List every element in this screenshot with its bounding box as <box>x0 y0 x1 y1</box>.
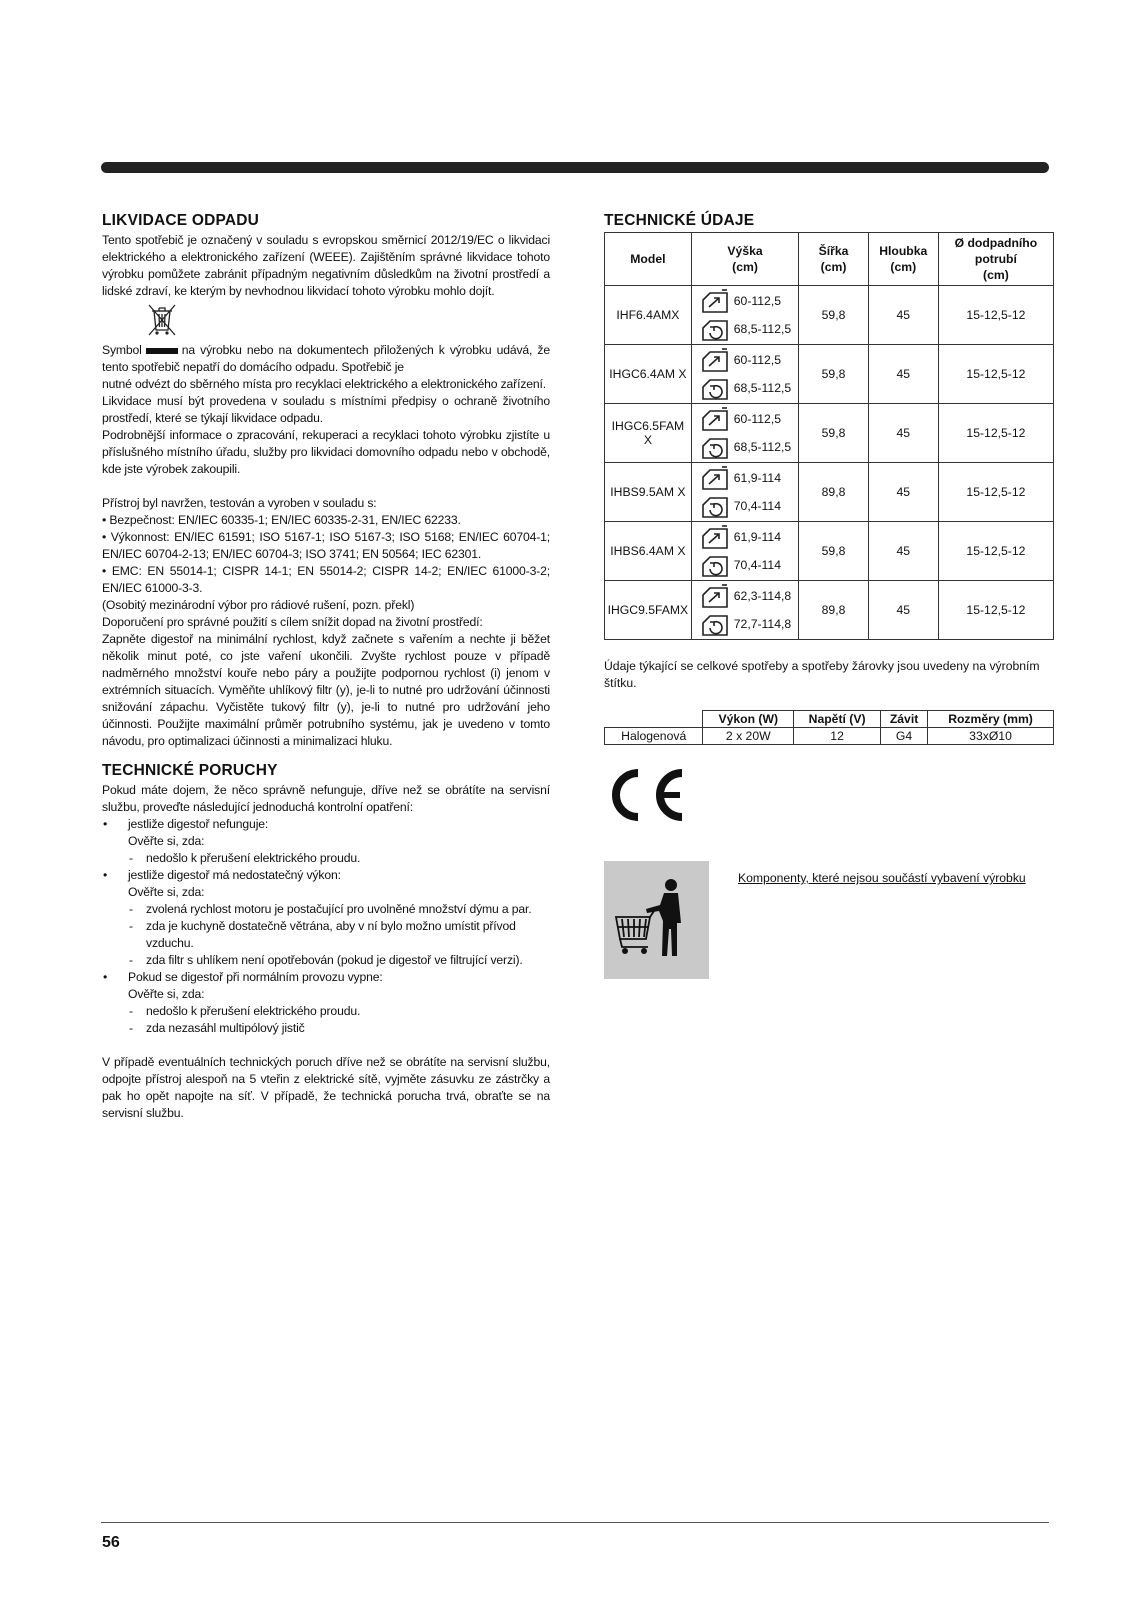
tech-header-cell: Hloubka (cm) <box>868 233 938 286</box>
width-cell: 59,8 <box>799 522 868 581</box>
tech-header-cell: Ø dodpadního potrubí (cm) <box>938 233 1053 286</box>
hood-extended-icon <box>700 524 730 550</box>
disposal-paragraph-2: nutné odvézt do sběrného místa pro recyklaci elektrického a elektronického zařízení. <box>102 377 546 391</box>
tech-table-row <box>605 581 1054 640</box>
shopping-person-icon <box>604 861 709 979</box>
width-cell: 59,8 <box>799 404 868 463</box>
design-performance: • Výkonnost: EN/IEC 61591; ISO 5167-1; ISO 5167-3; ISO 5168; EN/IEC 60704-1; EN/IEC 60704-2-13; EN/IEC 60704-3; ISO 3741; EN 50564; IEC 62301. <box>102 530 550 561</box>
height-recirculation: 70,4-114 <box>733 499 781 513</box>
components-row <box>604 861 1054 981</box>
pipe-cell: 15-12,5-12 <box>938 463 1053 522</box>
hood-recirculation-icon <box>700 434 730 460</box>
disposal-paragraph-4: Podrobnější informace o zpracování, rekuperaci a recyklaci tohoto výrobku zjistíte u příslušného místního úřadu, služby pro likvidaci domovního odpadu nebo v obchodě, kde jste výrobek zakoupili. <box>102 428 550 476</box>
model-cell: IHBS6.4AM X <box>605 522 692 581</box>
pipe-cell: 15-12,5-12 <box>938 522 1053 581</box>
width-cell: 59,8 <box>799 345 868 404</box>
height-recirculation: 68,5-112,5 <box>733 322 792 336</box>
hood-extended-icon <box>700 406 730 432</box>
depth-cell: 45 <box>868 286 938 345</box>
hood-extended-icon <box>700 347 730 373</box>
faults-conclusion: V případě eventuálních technických poruch dříve než se obrátíte na servisní službu, odpojte přístroj alespoň na 5 vteřin z elektrické sítě, vyjměte zásuvku ze zástrčky a pak ho opět napojte na síť. V případě, že technická porucha trvá, obraťte se na servisní službu. <box>102 1055 550 1120</box>
consumption-note: Údaje týkající se celkové spotřeby a spotřeby žárovky jsou uvedeny na výrobním štítku. <box>604 659 1040 690</box>
header-rule <box>101 162 1049 173</box>
lamp-header-cell <box>605 711 703 728</box>
height-recirculation: 72,7-114,8 <box>733 617 792 631</box>
faults-list-item: Ověřte si, zda: <box>128 834 205 848</box>
hood-extended-icon <box>700 465 730 491</box>
faults-list-item: - zda je kuchyně dostatečně větrána, aby v ní bylo možno umístit přívod vzduchu. <box>102 918 550 952</box>
left-column <box>102 212 550 1122</box>
design-note: (Osobitý mezinárodní výbor pro rádiové rušení, pozn. překl) <box>102 598 415 612</box>
height-extended: 61,9-114 <box>733 471 781 485</box>
tech-header-cell: Výška (cm) <box>691 233 799 286</box>
faults-intro: Pokud máte dojem, že něco správně nefunguje, dříve než se obrátíte na servisní službu, proveďte následující jednoduchá kontrolní opatření: <box>102 783 550 814</box>
design-paragraph-1: Přístroj byl navržen, testován a vyroben v souladu s: <box>102 496 377 510</box>
pipe-cell: 15-12,5-12 <box>938 581 1053 640</box>
faults-list-item: • Pokud se digestoř při normálním provozu vypne: <box>102 969 550 986</box>
height-recirculation: 68,5-112,5 <box>733 381 792 395</box>
lamp-cell: 2 x 20W <box>703 728 794 745</box>
height-extended: 62,3-114,8 <box>733 589 792 603</box>
tech-table-row <box>605 345 1054 404</box>
hood-recirculation-icon <box>700 552 730 578</box>
lamp-cell: 33xØ10 <box>928 728 1054 745</box>
faults-list-item: • jestliže digestoř nefunguje: <box>102 816 550 833</box>
faults-list-item: • jestliže digestoř má nedostatečný výkon: <box>102 867 550 884</box>
footer-rule <box>101 1522 1049 1523</box>
lamp-header-cell: Napětí (V) <box>794 711 881 728</box>
depth-cell: 45 <box>868 404 938 463</box>
tech-table-header <box>605 233 1054 286</box>
faults-list-item: - zda filtr s uhlíkem není opotřebován (pokud je digestoř ve filtrující verzi). <box>102 952 550 969</box>
tech-header-cell: Šířka (cm) <box>799 233 868 286</box>
tech-header-cell: Model <box>605 233 692 286</box>
tech-table-row <box>605 404 1054 463</box>
height-extended: 60-112,5 <box>733 294 781 308</box>
height-cell <box>691 463 799 522</box>
ce-mark-icon <box>604 765 686 825</box>
depth-cell: 45 <box>868 463 938 522</box>
faults-list-item: Ověřte si, zda: <box>128 885 205 899</box>
faults-list-item: - nedošlo k přerušení elektrického proudu. <box>102 1003 550 1020</box>
model-cell: IHGC9.5FAMX <box>605 581 692 640</box>
crossed-bin-icon <box>146 302 178 338</box>
symbol-paragraph <box>102 342 550 376</box>
tech-table <box>604 232 1054 640</box>
pipe-cell: 15-12,5-12 <box>938 404 1053 463</box>
height-recirculation: 70,4-114 <box>733 558 781 572</box>
design-emc: • EMC: EN 55014-1; CISPR 14-1; EN 55014-2; CISPR 14-2; EN/IEC 61000-3-2; EN/IEC 61000-3-3. <box>102 564 550 595</box>
width-cell: 59,8 <box>799 286 868 345</box>
height-extended: 60-112,5 <box>733 353 781 367</box>
height-cell <box>691 581 799 640</box>
depth-cell: 45 <box>868 522 938 581</box>
pipe-cell: 15-12,5-12 <box>938 286 1053 345</box>
height-cell <box>691 345 799 404</box>
hood-recirculation-icon <box>700 493 730 519</box>
lamp-table <box>604 710 1054 745</box>
black-bar-symbol <box>146 348 178 354</box>
lamp-cell: 12 <box>794 728 881 745</box>
pipe-cell: 15-12,5-12 <box>938 345 1053 404</box>
model-cell: IHBS9.5AM X <box>605 463 692 522</box>
page-number: 56 <box>102 1534 120 1551</box>
disposal-paragraph-1: Tento spotřebič je označený v souladu s evropskou směrnicí 2012/19/EC o likvidaci elektrického a elektronického zařízení (WEEE). Zajištěním správné likvidace tohoto výrobku pomůžete zabránit případným negativním důsledkům na životní prostředí a lidské zdraví, ke kterým by nevhodnou likvidací tohoto výrobku mohlo dojít. <box>102 233 550 298</box>
hood-extended-icon <box>700 288 730 314</box>
disposal-title: LIKVIDACE ODPADU <box>102 212 260 229</box>
depth-cell: 45 <box>868 581 938 640</box>
hood-recirculation-icon <box>700 316 730 342</box>
lamp-header-cell: Závit <box>881 711 928 728</box>
faults-list-item: - zda nezasáhl multipólový jistič <box>102 1020 550 1037</box>
hood-recirculation-icon <box>700 611 730 637</box>
lamp-header-cell: Výkon (W) <box>703 711 794 728</box>
tech-table-row <box>605 286 1054 345</box>
lamp-table-header <box>605 711 1054 728</box>
width-cell: 89,8 <box>799 463 868 522</box>
design-recommendation-text: Zapněte digestoř na minimální rychlost, když začnete s vařením a nechte ji běžet několik minut poté, co jste vaření ukončili. Zvyšte rychlost pouze v případě nadměrného množství kouře nebo páry a použijte podpornou rychlost (i) jenom v extrémních situacích. Vyměňte uhlíkový filtr (y), je-li to nutné pro udržování účinnosti snižování zápachu. Vyčistěte tukový filtr (y), je-li to nutné pro udržování jeho účinnosti. Použijte maximální průměr potrubního systému, jak je uvedeno v tomto návodu, pro optimalizaci účinnosti a minimalizaci hluku. <box>102 632 550 748</box>
width-cell: 89,8 <box>799 581 868 640</box>
design-recommendation-title: Doporučení pro správné použití s cílem snížit dopad na životní prostředí: <box>102 615 483 629</box>
disposal-paragraph-3: Likvidace musí být provedena v souladu s místními předpisy o ochraně životního prostředí, které se týkají likvidace odpadu. <box>102 394 550 425</box>
symbol-text-before: Symbol <box>102 343 142 357</box>
hood-recirculation-icon <box>700 375 730 401</box>
faults-list <box>102 816 550 1037</box>
hood-extended-icon <box>700 583 730 609</box>
faults-title: TECHNICKÉ PORUCHY <box>102 762 278 779</box>
lamp-cell: G4 <box>881 728 928 745</box>
design-safety: • Bezpečnost: EN/IEC 60335-1; EN/IEC 60335-2-31, EN/IEC 62233. <box>102 513 461 527</box>
tech-table-row <box>605 522 1054 581</box>
model-cell: IHGC6.4AM X <box>605 345 692 404</box>
model-cell: IHF6.4AMX <box>605 286 692 345</box>
height-cell <box>691 404 799 463</box>
faults-list-item: - zvolená rychlost motoru je postačující pro uvolněné množství dýmu a par. <box>102 901 550 918</box>
height-extended: 60-112,5 <box>733 412 781 426</box>
height-recirculation: 68,5-112,5 <box>733 440 792 454</box>
height-cell <box>691 286 799 345</box>
components-link: Komponenty, které nejsou součástí vybavení výrobku <box>738 871 1026 885</box>
lamp-cell: Halogenová <box>605 728 703 745</box>
tech-title: TECHNICKÉ ÚDAJE <box>604 212 755 229</box>
faults-list-item: Ověřte si, zda: <box>128 987 205 1001</box>
height-cell <box>691 522 799 581</box>
right-column <box>604 212 1054 981</box>
lamp-table-row <box>605 728 1054 745</box>
depth-cell: 45 <box>868 345 938 404</box>
lamp-header-cell: Rozměry (mm) <box>928 711 1054 728</box>
faults-list-item: - nedošlo k přerušení elektrického proudu. <box>102 850 550 867</box>
tech-table-row <box>605 463 1054 522</box>
symbol-text-after: na výrobku nebo na dokumentech přiložených k výrobku udává, že tento spotřebič nepatří do domácího odpadu. Spotřebič je <box>102 343 550 374</box>
model-cell: IHGC6.5FAM X <box>605 404 692 463</box>
height-extended: 61,9-114 <box>733 530 781 544</box>
